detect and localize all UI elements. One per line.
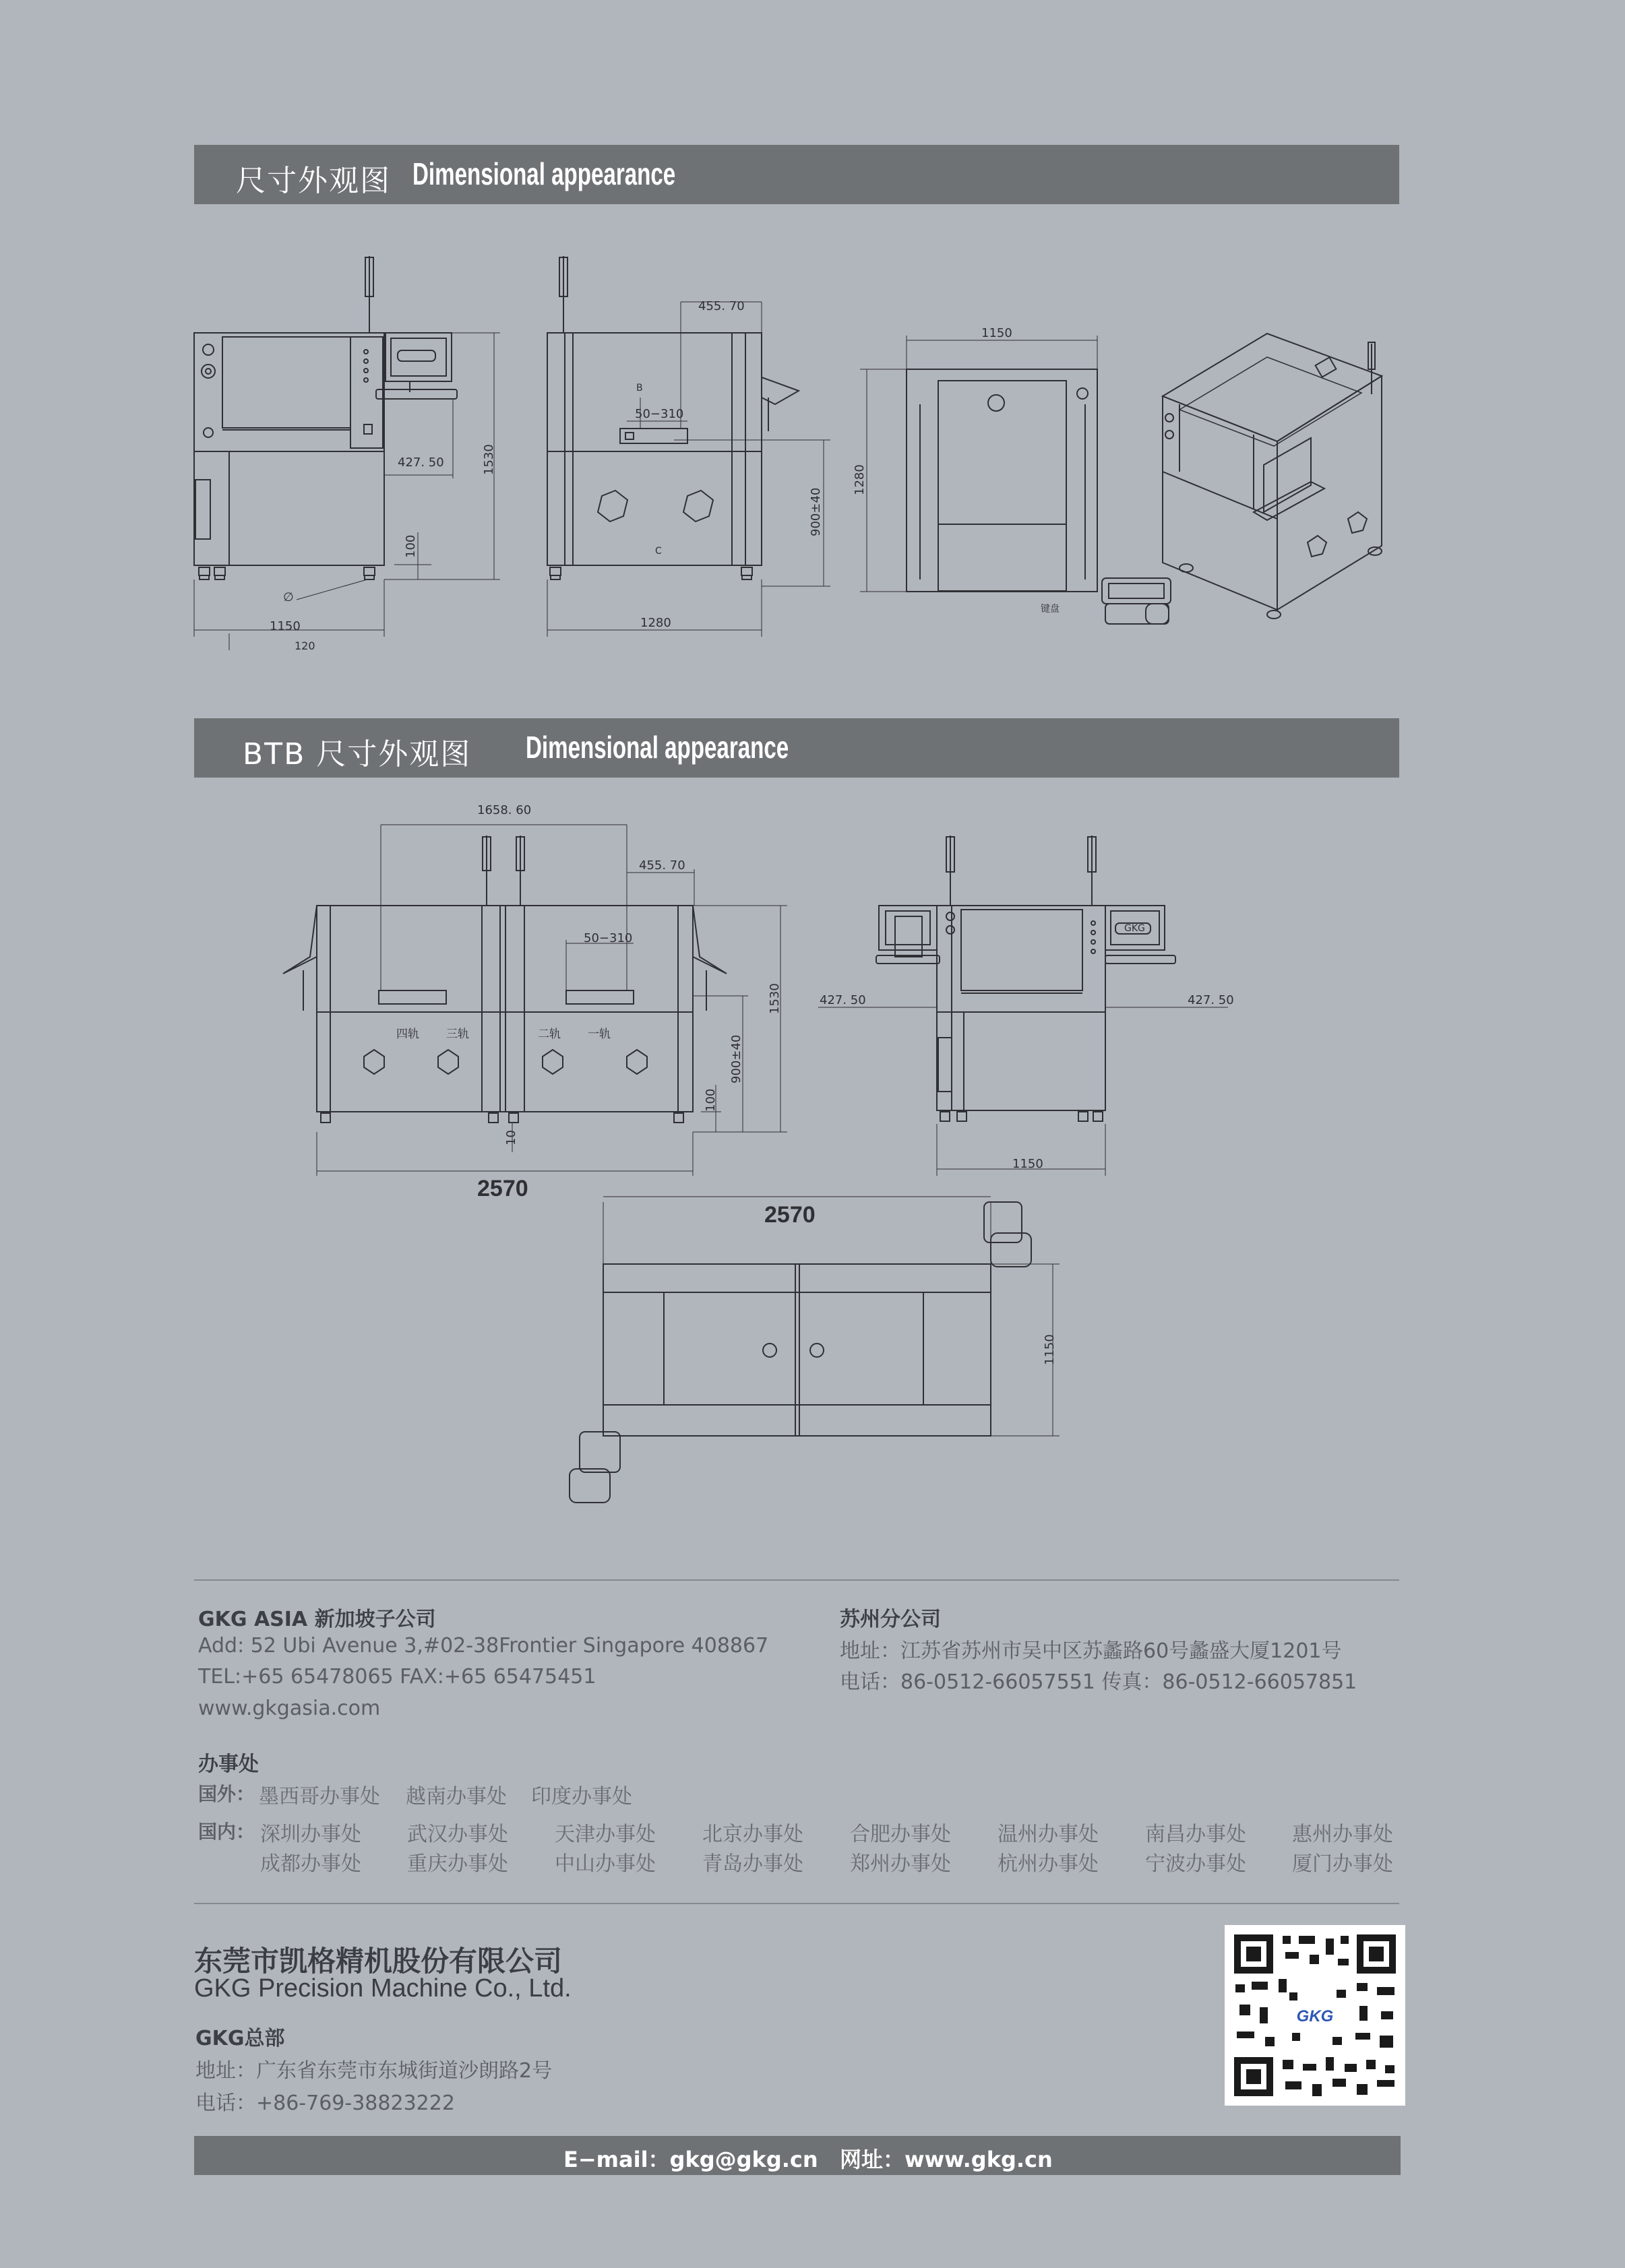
qr-logo: GKG [1296,2007,1334,2025]
btb-front-drawing [283,825,787,1176]
btb-top-label: 455. 70 [639,858,685,873]
office-overseas-1: 越南办事处 [406,1785,507,1808]
footer-email[interactable]: E−mail：gkg@gkg.cn [563,2147,818,2172]
office-overseas-0: 墨西哥办事处 [259,1785,380,1808]
divider-2 [194,1903,1399,1904]
btb-side-left-label: 427. 50 [820,993,866,1007]
monitor-logo: GKG [1124,923,1145,934]
front-depth-label: 427. 50 [398,455,444,470]
section2-title-en: Dimensional appearance [526,730,789,765]
btb-rail-label: 50−310 [584,931,633,945]
side-b-label: B [636,383,643,393]
office-d1-5: 温州办事处 [998,1823,1099,1846]
top-width-label: 1150 [981,326,1012,340]
section2-title-cn: BTB 尺寸外观图 [243,737,472,771]
side-width-label: 1280 [640,616,671,630]
side-h-label: 900±40 [809,487,823,536]
btb-side-drawing [818,836,1228,1176]
btb-gap-label: 10 [504,1130,518,1145]
divider-1 [194,1579,1399,1581]
btb-span-label: 1658. 60 [477,803,532,817]
front-width-label: 1150 [270,619,301,633]
btb-foot-label: 100 [704,1088,718,1112]
office-overseas-2: 印度办事处 [531,1785,632,1808]
section1-title-cn: 尺寸外观图 [236,164,391,198]
office-d1-7: 惠州办事处 [1292,1823,1393,1846]
rail1-label: 一轨 [588,1028,611,1041]
btb-side-right-label: 427. 50 [1188,993,1234,1007]
asia-address: Add: 52 Ubi Avenue 3,#02-38Frontier Singapore 408867 [198,1634,769,1658]
btb-plan-drawing [570,1197,1060,1503]
office-d2-0: 成都办事处 [260,1852,361,1876]
hq-address: 地址：广东省东莞市东城街道沙朗路2号 [195,2059,553,2083]
office-d1-1: 武汉办事处 [407,1823,508,1846]
office-d1-6: 南昌办事处 [1145,1823,1246,1846]
office-d2-7: 厦门办事处 [1292,1852,1393,1876]
btb-total-label: 2570 [477,1176,528,1201]
front-small-label: 120 [295,639,315,652]
footer-website[interactable]: 网址：www.gkg.cn [840,2147,1053,2172]
overseas-label: 国外： [198,1783,255,1805]
btb-h2-label: 900±40 [729,1034,743,1083]
footer-bar [194,2136,1401,2175]
office-d2-1: 重庆办事处 [407,1852,508,1876]
office-d1-4: 合肥办事处 [850,1823,951,1846]
rail4-label: 四轨 [396,1028,419,1041]
company-name-en: GKG Precision Machine Co., Ltd. [194,1974,572,2003]
asia-tel: TEL:+65 65478065 FAX:+65 65475451 [198,1665,596,1689]
office-d2-5: 杭州办事处 [998,1852,1099,1876]
plan-depth-label: 1150 [1043,1334,1057,1365]
office-d1-2: 天津办事处 [555,1823,656,1846]
office-d2-6: 宁波办事处 [1145,1852,1246,1876]
suzhou-address: 地址：江苏省苏州市吴中区苏蠡路60号蠡盛大厦1201号 [840,1639,1342,1663]
btb-side-width-label: 1150 [1012,1157,1043,1171]
qr-code[interactable] [1225,1925,1405,2106]
plan-total-label: 2570 [764,1202,816,1228]
side-top-label: 455. 70 [698,299,745,313]
rail3-label: 三轨 [446,1028,469,1041]
domestic-label: 国内： [198,1821,255,1843]
rail2-label: 二轨 [538,1028,561,1041]
asia-title: GKG ASIA 新加坡子公司 [198,1608,436,1631]
btb-height-label: 1530 [768,983,782,1014]
office-d2-2: 中山办事处 [555,1852,656,1876]
office-d2-3: 青岛办事处 [702,1852,803,1876]
suzhou-title: 苏州分公司 [840,1608,941,1631]
offices-title: 办事处 [198,1753,259,1776]
side-rail-label: 50−310 [635,407,684,421]
office-d1-0: 深圳办事处 [260,1823,361,1846]
side-c-label: C [655,546,662,557]
company-name-cn: 东莞市凯格精机股份有限公司 [194,1945,563,1978]
cart-label: 键盘 [1041,604,1060,615]
front-foot-label: 100 [404,534,418,558]
front-height-label: 1530 [482,444,496,475]
hq-title: GKG总部 [195,2027,285,2050]
asia-website[interactable]: www.gkgasia.com [198,1697,381,1720]
hq-tel: 电话：+86-769-38823222 [195,2091,455,2115]
office-d1-3: 北京办事处 [702,1823,803,1846]
top-depth-label: 1280 [853,464,867,495]
office-d2-4: 郑州办事处 [850,1852,951,1876]
section1-title-en: Dimensional appearance [412,156,676,191]
phi-label: ∅ [283,590,294,604]
suzhou-tel: 电话：86-0512-66057551 传真：86-0512-66057851 [840,1670,1357,1694]
